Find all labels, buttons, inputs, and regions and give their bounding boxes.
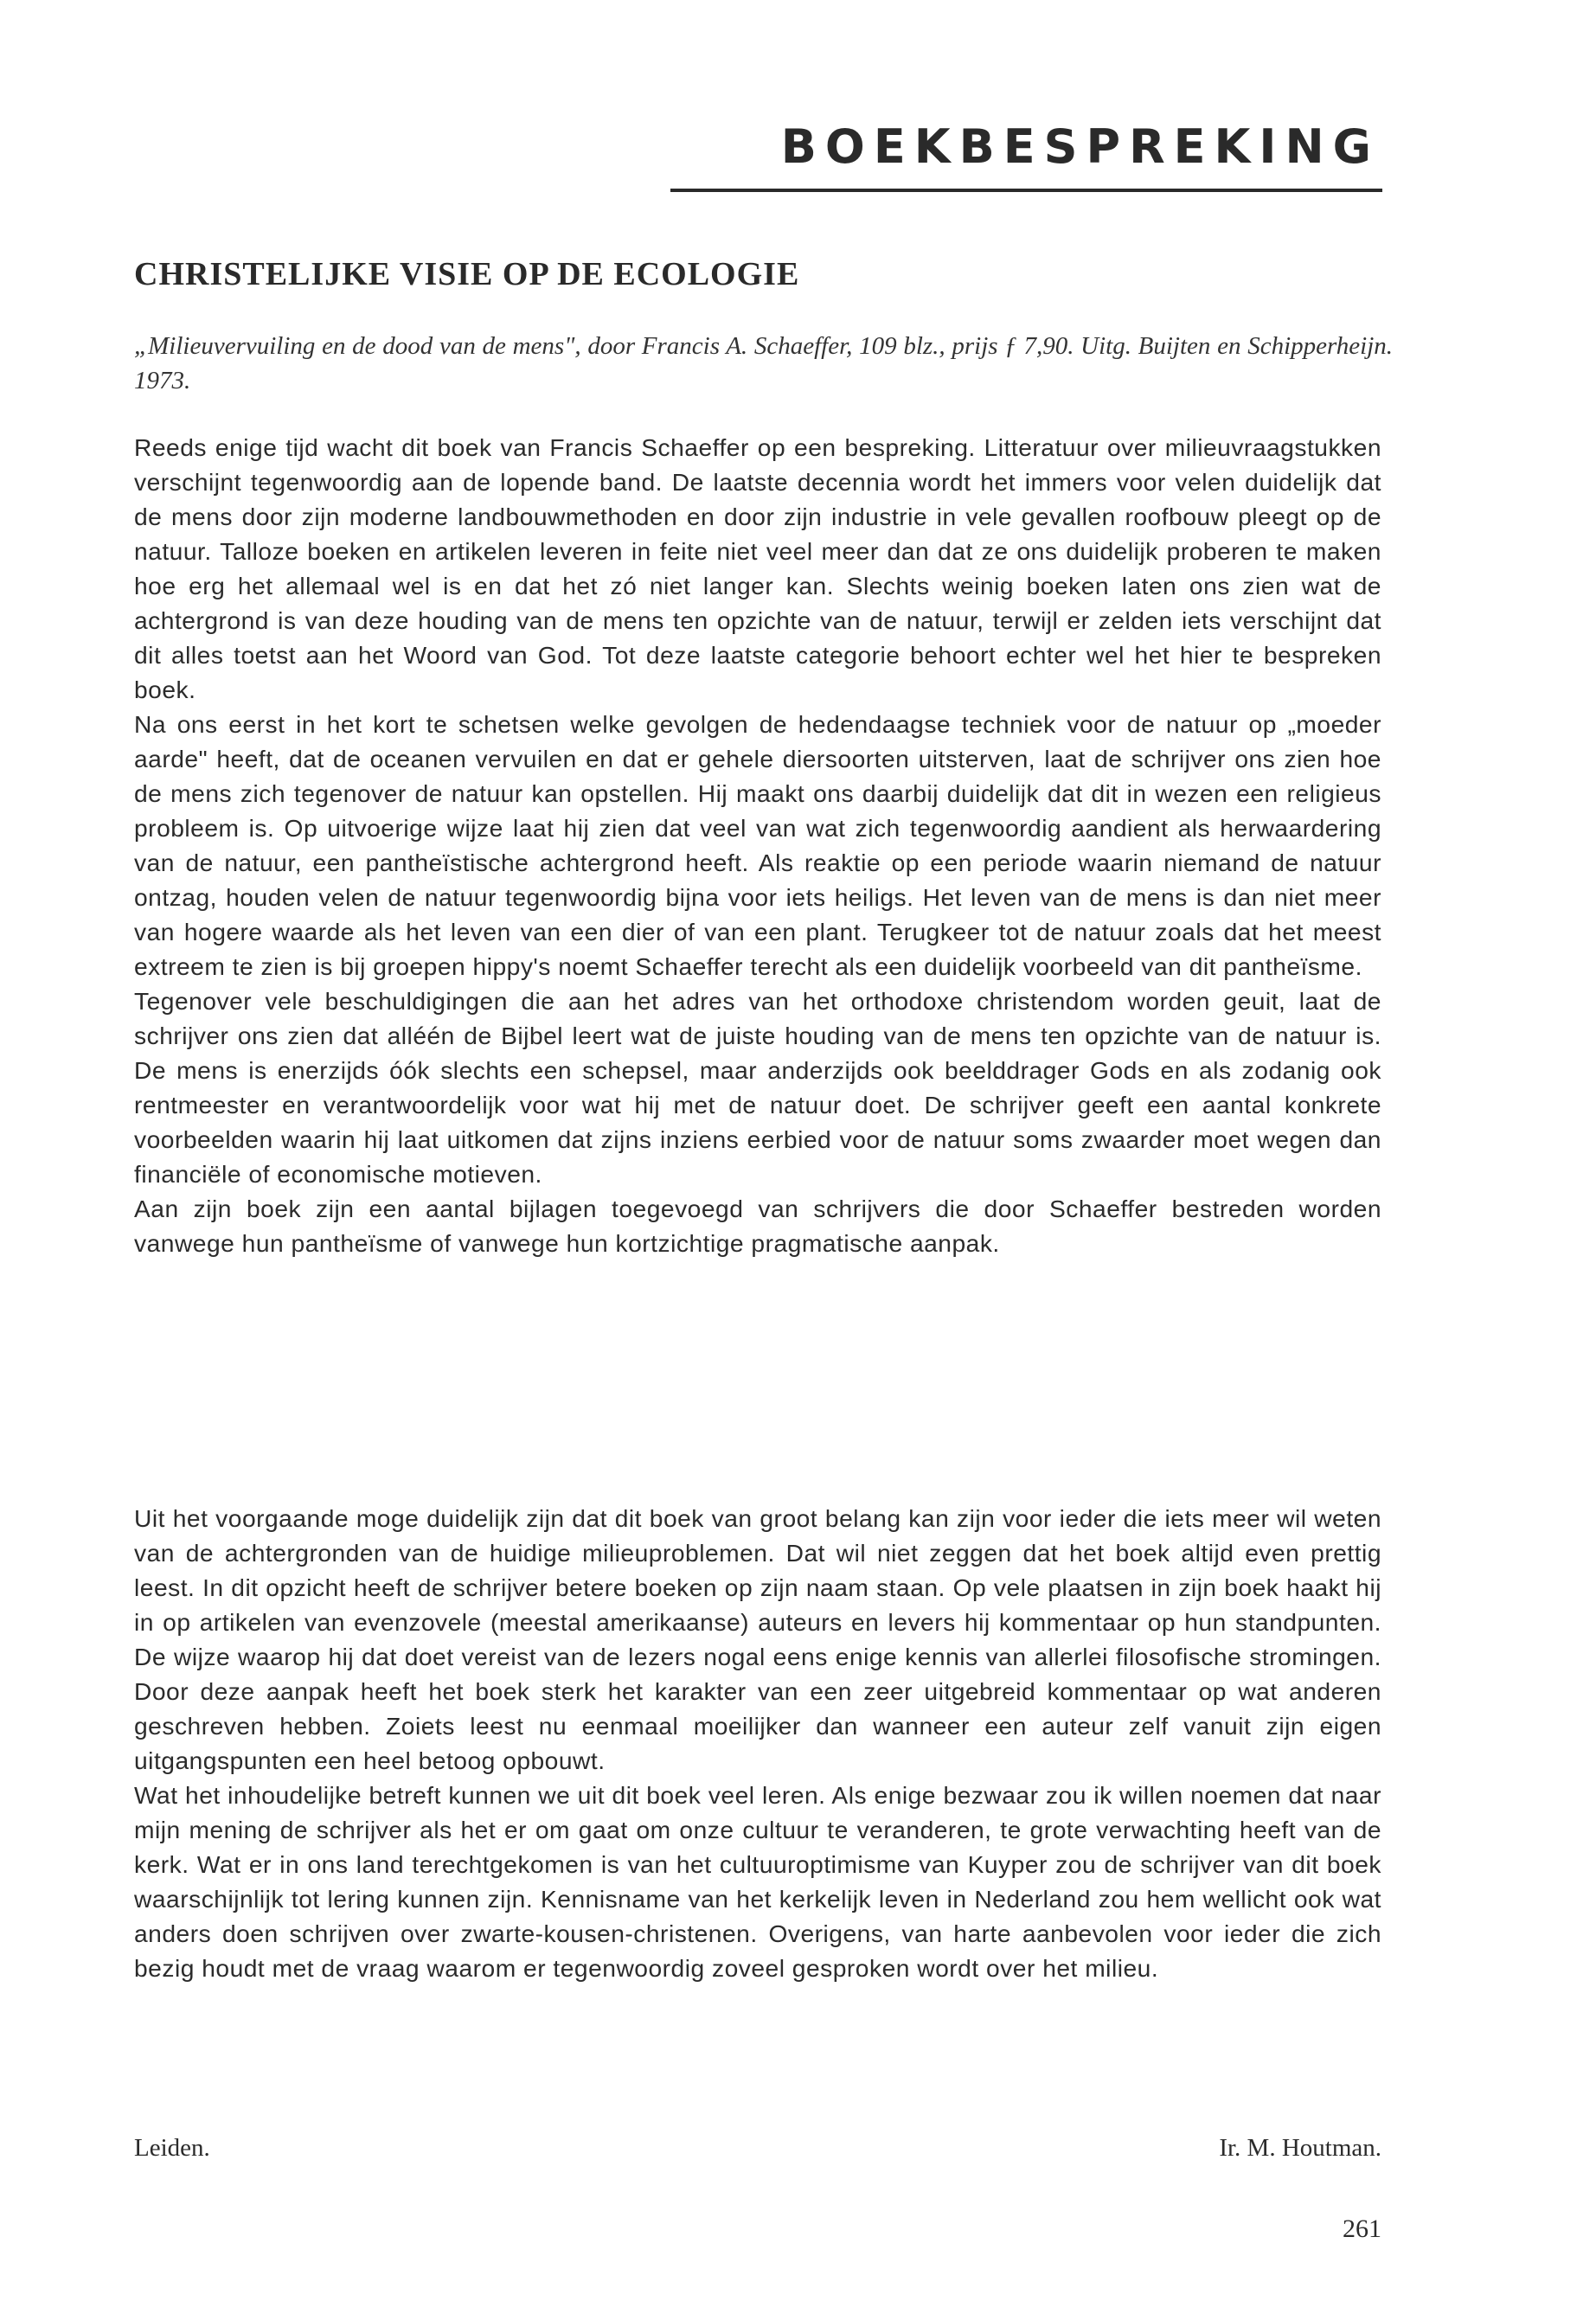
- paragraph: Wat het inhoudelijke betreft kunnen we uit dit boek veel leren. Als enige bezwaar zou ik willen noemen dat naar mijn mening de schrijver als het er om gaat om onze cultuur te veranderen, te grote verwachting heeft van de kerk. Wat er in ons land terechtgekomen is van het cultuuroptimisme van Kuyper zou de schrijver van dit boek waarschijnlijk tot lering kunnen zijn. Kennisname van het kerkelijk leven in Nederland zou hem wellicht ook wat anders doen schrijven over zwarte-kousen-christenen. Overigens, van harte aanbevolen voor ieder die zich bezig houdt met de vraag waarom er tegenwoordig zoveel gesproken wordt over het milieu.: [134, 1781, 1381, 1982]
- paragraph: Tegenover vele beschuldigingen die aan het adres van het orthodoxe christendom worden geuit, laat de schrijver ons zien dat alléén de Bijbel leert wat de juiste houding van de mens ten opzichte van de natuur is. De mens is enerzijds óók slechts een schepsel, maar anderzijds ook beelddrager Gods en als zodanig ook rentmeester en verantwoordelijk voor wat hij met de natuur doet. De schrijver geeft een aantal konkrete voorbeelden waarin hij laat uitkomen dat zijns inziens eerbied voor de natuur soms zwaarder moet wegen dan financiële of economische motieven.: [134, 987, 1381, 1188]
- review-body-part2: [134, 1501, 1381, 1985]
- review-body-part1: [134, 430, 1381, 1260]
- signature-place: Leiden.: [134, 2134, 210, 2162]
- paragraph: Na ons eerst in het kort te schetsen welke gevolgen de hedendaagse techniek voor de natuur op „moeder aarde" heeft, dat de oceanen vervuilen en dat er gehele diersoorten uitsterven, laat de schrijver ons zien hoe de mens zich tegenover de natuur kan opstellen. Hij maakt ons daarbij duidelijk dat dit in wezen een religieus probleem is. Op uitvoerige wijze laat hij zien dat veel van wat zich tegenwoordig aandient als herwaardering van de natuur, een pantheïstische achtergrond heeft. Als reaktie op een periode waarin niemand de natuur ontzag, houden velen de natuur tegenwoordig bijna voor iets heiligs. Het leven van de mens is dan niet meer van hogere waarde als het leven van een dier of van een plant. Terugkeer tot de natuur zoals dat het meest extreem te zien is bij groepen hippy's noemt Schaeffer terecht als een duidelijk voorbeeld van dit pantheïsme.: [134, 710, 1381, 980]
- paragraph: Aan zijn boek zijn een aantal bijlagen toegevoegd van schrijvers die door Schaeffer bestreden worden vanwege hun pantheïsme of vanwege hun kortzichtige pragmatische aanpak.: [134, 1195, 1381, 1257]
- page-number: 261: [1343, 2214, 1381, 2243]
- article-title: CHRISTELIJKE VISIE OP DE ECOLOGIE: [134, 256, 800, 292]
- title-rule: [670, 189, 1382, 192]
- book-citation: „Milieuvervuiling en de dood van de mens", door Francis A. Schaeffer, 109 blz., prijs ƒ 7,90. Uitg. Buijten en Schipperheijn. 1973.: [134, 332, 1393, 394]
- signature-author: Ir. M. Houtman.: [1219, 2134, 1381, 2162]
- paragraph: Uit het voorgaande moge duidelijk zijn dat dit boek van groot belang kan zijn voor ieder die iets meer wil weten van de achtergronden van de huidige milieuproblemen. Dat wil niet zeggen dat het boek altijd even prettig leest. In dit opzicht heeft de schrijver betere boeken op zijn naam staan. Op vele plaatsen in zijn boek haakt hij in op artikelen van evenzovele (meestal amerikaanse) auteurs en levers hij kommentaar op hun standpunten. De wijze waarop hij dat doet vereist van de lezers nogal eens enige kennis van allerlei filosofische stromingen. Door deze aanpak heeft het boek sterk het karakter van een zeer uitgebreid kommentaar op wat anderen geschreven hebben. Zoiets leest nu eenmaal moeilijker dan wanneer een auteur zelf vanuit zijn eigen uitgangspunten een heel betoog opbouwt.: [134, 1504, 1381, 1774]
- section-title: BOEKBESPREKING: [780, 119, 1380, 174]
- paragraph: Reeds enige tijd wacht dit boek van Francis Schaeffer op een bespreking. Litteratuur over milieuvraagstukken verschijnt tegenwoordig aan de lopende band. De laatste decennia wordt het immers voor velen duidelijk dat de mens door zijn moderne landbouwmethoden en door zijn industrie in vele gevallen roofbouw pleegt op de natuur. Talloze boeken en artikelen leveren in feite niet veel meer dan dat ze ons duidelijk proberen te maken hoe erg het allemaal wel is en dat het zó niet langer kan. Slechts weinig boeken laten ons zien wat de achtergrond is van deze houding van de mens ten opzichte van de natuur, terwijl er zelden iets verschijnt dat dit alles toetst aan het Woord van God. Tot deze laatste categorie behoort echter wel het hier te bespreken boek.: [134, 433, 1381, 703]
